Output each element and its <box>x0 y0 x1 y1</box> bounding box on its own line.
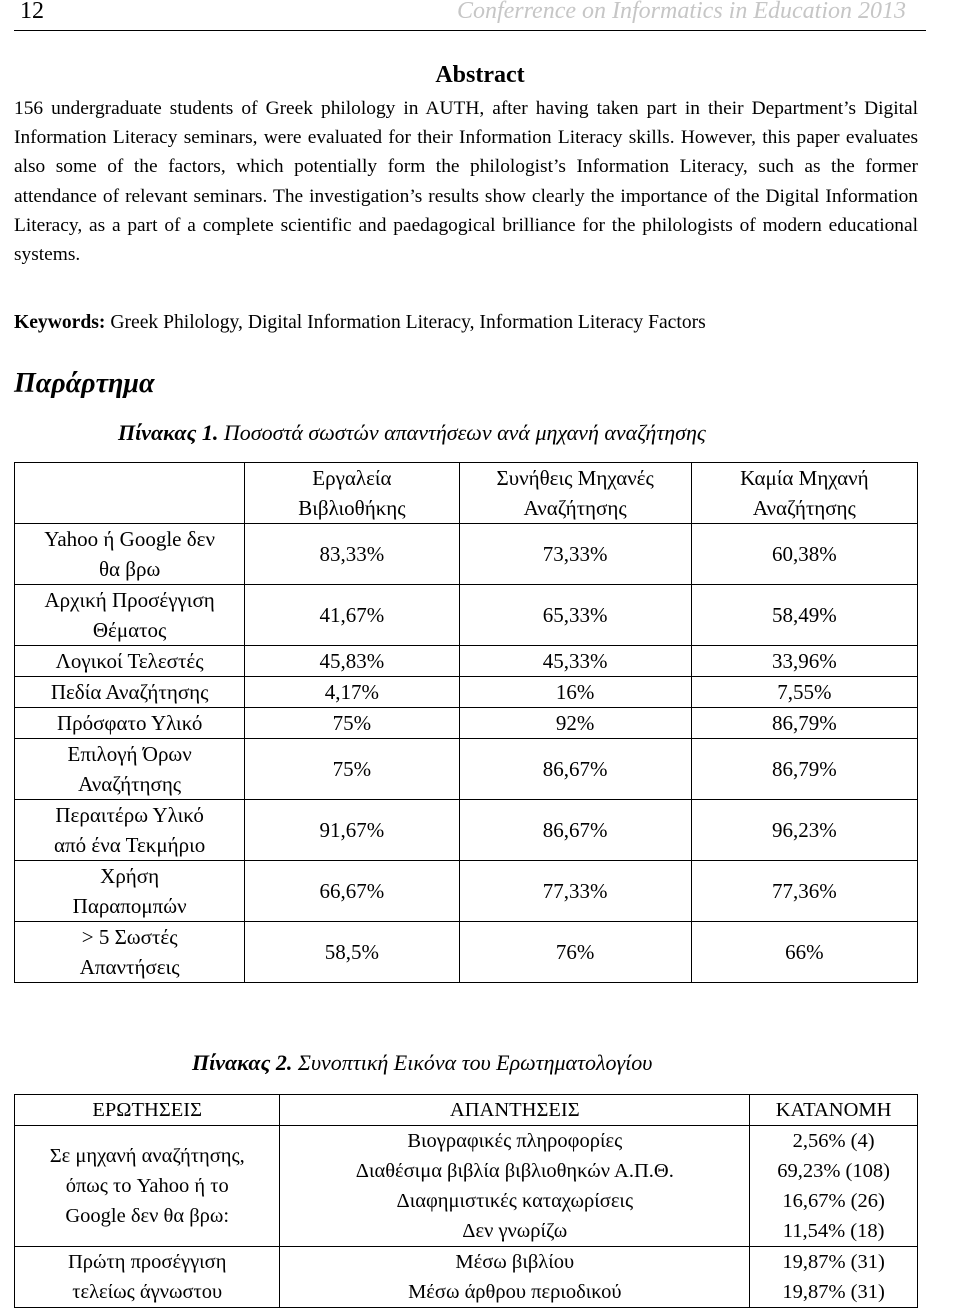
table1-row-label <box>15 861 245 922</box>
table1-row-label <box>15 524 245 585</box>
table1-value-cell: 86,67% <box>459 800 691 861</box>
table2-caption <box>192 1050 652 1076</box>
table1-row-label-line: Πρόσφατο Υλικό <box>56 711 203 735</box>
table1-value-cell: 96,23% <box>691 800 917 861</box>
table2-question-cell <box>15 1247 280 1308</box>
table2-column-header: ΚΑΤΑΝΟΜΗ <box>750 1095 918 1126</box>
table2-answer-line: Διαθέσιμα βιβλία βιβλιοθηκών Α.Π.Θ. <box>355 1160 674 1182</box>
running-title: Conferrence on Informatics in Education 2013 <box>456 0 906 24</box>
table1-value-cell: 58,5% <box>245 922 459 983</box>
table1-value-cell: 65,33% <box>459 585 691 646</box>
table2-caption-label: Πίνακας 2. <box>192 1050 293 1075</box>
table2-caption-text: Συνοπτική Εικόνα του Ερωτηματολογίου <box>292 1050 653 1075</box>
table1-value-cell: 4,17% <box>245 677 459 708</box>
keywords <box>14 312 918 334</box>
table1-row-label-line: από ένα Τεκμήριο <box>54 833 206 857</box>
table2-answers-cell <box>280 1247 750 1308</box>
table2-answer-line: Δεν γνωρίζω <box>462 1220 568 1242</box>
table1-caption-label: Πίνακας 1. <box>118 420 219 445</box>
table1-row-label-line: θα βρω <box>98 557 161 581</box>
table1-column-header <box>245 463 459 524</box>
table2-question-line: Σε μηχανή αναζήτησης, <box>49 1145 245 1167</box>
table1-row-label <box>15 922 245 983</box>
table1-value-cell: 45,33% <box>459 646 691 677</box>
table1-value-cell: 77,36% <box>691 861 917 922</box>
table1-row-label <box>15 739 245 800</box>
table1-header-line: Συνήθεις Μηχανές <box>496 466 654 490</box>
table2-question-line: τελείως άγνωστου <box>72 1281 223 1303</box>
table1-row-label <box>15 708 245 739</box>
table2-answer-line: Διαφημιστικές καταχωρίσεις <box>396 1190 634 1212</box>
table2-answer-line: Μέσω βιβλίου <box>455 1251 575 1273</box>
table-row <box>15 1247 918 1308</box>
table1-row-label <box>15 646 245 677</box>
table1-value-cell: 58,49% <box>691 585 917 646</box>
table2-header-row <box>15 1095 918 1126</box>
table-row <box>15 739 918 800</box>
table1-row-label-line: Πεδία Αναζήτησης <box>50 680 209 704</box>
table1-row-label <box>15 677 245 708</box>
table2-distribution-line: 19,87% (31) <box>782 1281 885 1303</box>
table2-distribution-line: 69,23% (108) <box>777 1160 890 1182</box>
table1-value-cell: 33,96% <box>691 646 917 677</box>
table1-row-label-line: Αναζήτησης <box>78 772 182 796</box>
page-header <box>14 0 926 31</box>
table2-question-line: όπως το Yahoo ή το <box>65 1175 229 1197</box>
table1-row-label <box>15 800 245 861</box>
table1-row-label-line: > 5 Σωστές <box>81 925 178 949</box>
table2-distribution-cell <box>750 1126 918 1247</box>
table2-distribution-line: 16,67% (26) <box>782 1190 885 1212</box>
table2-answer-line: Βιογραφικές πληροφορίες <box>407 1130 623 1152</box>
table2-column-header: ΕΡΩΤΗΣΕΙΣ <box>15 1095 280 1126</box>
table1-value-cell: 86,79% <box>691 708 917 739</box>
table1-value-cell: 83,33% <box>245 524 459 585</box>
table1-value-cell: 41,67% <box>245 585 459 646</box>
table1-row-label-line: Επιλογή Όρων <box>67 742 192 766</box>
table2-distribution-line: 19,87% (31) <box>782 1251 885 1273</box>
table1-caption-text: Ποσοστά σωστών απαντήσεων ανά μηχανή αναζήτησης <box>218 420 706 445</box>
table1-row-label-line: Αρχική Προσέγγιση <box>44 588 215 612</box>
table2-question-cell <box>15 1126 280 1247</box>
table1-value-cell: 86,67% <box>459 739 691 800</box>
table1-value-cell: 91,67% <box>245 800 459 861</box>
appendix-title: Παράρτημα <box>14 368 155 399</box>
table1-row-label-line: Παραπομπών <box>72 894 187 918</box>
table-row <box>15 524 918 585</box>
table1-value-cell: 76% <box>459 922 691 983</box>
table-row <box>15 708 918 739</box>
table-row <box>15 585 918 646</box>
table1-row-label-line: Λογικοί Τελεστές <box>55 649 204 673</box>
table1-header-row <box>15 463 918 524</box>
table1-value-cell: 60,38% <box>691 524 917 585</box>
table-row <box>15 1126 918 1247</box>
table1-header-line: Αναζήτησης <box>523 496 627 520</box>
table1-column-header <box>691 463 917 524</box>
table2-distribution-line: 2,56% (4) <box>792 1130 875 1152</box>
keywords-label: Keywords: <box>14 312 106 333</box>
table1-value-cell: 75% <box>245 739 459 800</box>
table-row <box>15 800 918 861</box>
table1-header-line: Εργαλεία <box>312 466 392 490</box>
table1-header-line: Βιβλιοθήκης <box>298 496 406 520</box>
table1-value-cell: 7,55% <box>691 677 917 708</box>
keywords-text: Greek Philology, Digital Information Literacy, Information Literacy Factors <box>105 312 706 333</box>
table1-value-cell: 66% <box>691 922 917 983</box>
table1-row-label-line: Χρήση <box>100 864 160 888</box>
table1-value-cell: 66,67% <box>245 861 459 922</box>
table-row <box>15 646 918 677</box>
table-row <box>15 677 918 708</box>
table1-value-cell: 75% <box>245 708 459 739</box>
table1-value-cell: 92% <box>459 708 691 739</box>
table1-value-cell: 16% <box>459 677 691 708</box>
table2 <box>14 1094 918 1308</box>
table1-row-label-line: Περαιτέρω Υλικό <box>55 803 204 827</box>
table1-value-cell: 77,33% <box>459 861 691 922</box>
table1-header-line: Καμία Μηχανή <box>740 466 869 490</box>
table2-question-line: Google δεν θα βρω: <box>65 1205 230 1227</box>
table1-row-label-line: Απαντήσεις <box>79 955 180 979</box>
table1-row-label-line: Yahoo ή Google δεν <box>44 527 215 551</box>
table1-value-cell: 86,79% <box>691 739 917 800</box>
table1-column-header <box>459 463 691 524</box>
abstract-body: 156 undergraduate students of Greek philology in AUTH, after having taken part in their Department’s Digital Information Literacy seminars, were evaluated for their Information Literacy skills. However, this paper evaluates also some of the factors, which potentially form the philologist’s Information Literacy, such as the former attendance of relevant seminars. The investigation’s results show clearly the importance of the Digital Information Literacy, as a part of a complete scientific and paedagogical brilliance for the philologists of modern educational systems. <box>14 98 918 266</box>
table2-column-header: ΑΠΑΝΤΗΣΕΙΣ <box>280 1095 750 1126</box>
table1 <box>14 462 918 983</box>
table1-value-cell: 73,33% <box>459 524 691 585</box>
abstract-title: Abstract <box>435 62 525 88</box>
table2-answer-line: Μέσω άρθρου περιοδικού <box>408 1281 622 1303</box>
table-row <box>15 861 918 922</box>
table2-question-line: Πρώτη προσέγγιση <box>67 1251 227 1273</box>
table2-distribution-line: 11,54% (18) <box>782 1220 885 1242</box>
table1-header-line: Αναζήτησης <box>752 496 856 520</box>
table1-value-cell: 45,83% <box>245 646 459 677</box>
table2-answers-cell <box>280 1126 750 1247</box>
table1-row-label <box>15 585 245 646</box>
table2-distribution-cell <box>750 1247 918 1308</box>
table1-row-label-line: Θέματος <box>92 618 167 642</box>
table1-caption <box>118 420 706 446</box>
table1-header-empty <box>15 463 245 524</box>
table-row <box>15 922 918 983</box>
page-number: 12 <box>20 0 44 24</box>
